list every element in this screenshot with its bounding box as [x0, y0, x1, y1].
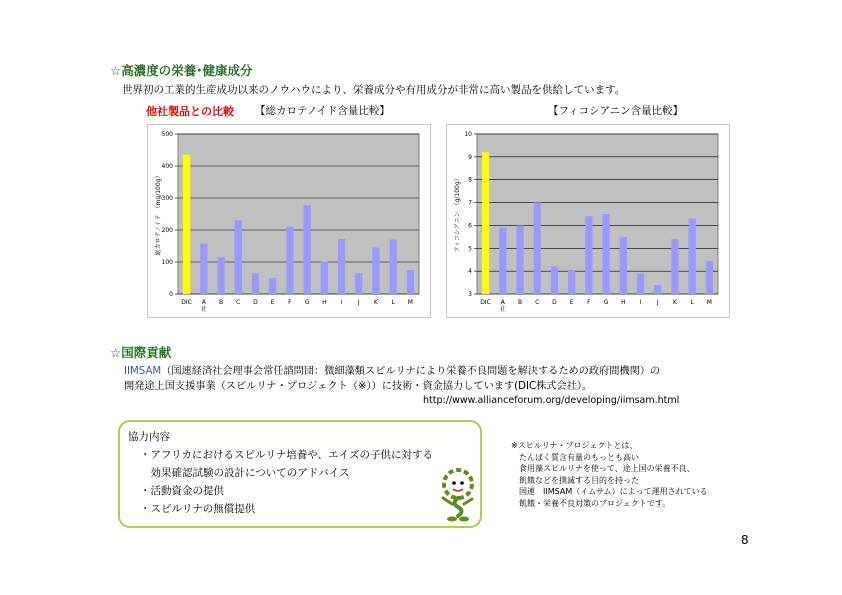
- x-tick-label: L: [391, 299, 395, 306]
- cooperation-item-2: 効果確認試験の設計についてのアドバイス: [140, 467, 350, 479]
- bar-2: [217, 257, 224, 294]
- bar-10: [654, 285, 661, 294]
- y-tick-label: 4: [468, 268, 472, 276]
- section-heading-international: [110, 343, 171, 361]
- bar-12: [390, 240, 397, 294]
- y-tick-label: 400: [161, 163, 173, 170]
- plot-area: [477, 134, 718, 294]
- bar-8: [620, 237, 627, 294]
- cooperation-box: [118, 420, 482, 528]
- iimsam-line-1: [124, 362, 660, 377]
- bar-7: [602, 214, 609, 294]
- x-tick-label: M: [706, 299, 712, 306]
- bar-6: [585, 216, 592, 294]
- iimsam-name: IIMSAM: [124, 366, 162, 377]
- bar-7: [303, 205, 310, 294]
- phycocyanin-chart: [446, 124, 730, 318]
- note-line: 飢餓などを撲滅する目的を持った: [511, 475, 639, 485]
- bar-1: [200, 243, 207, 294]
- x-tick-label: H: [322, 299, 327, 306]
- y-tick-label: 9: [468, 153, 472, 161]
- note-line: 食用藻スピルリナを使って、途上国の栄養不良、: [511, 464, 695, 473]
- bar-13: [407, 270, 414, 294]
- bar-2: [516, 225, 523, 294]
- bar-4: [551, 267, 558, 294]
- project-note: [511, 440, 708, 509]
- bar-11: [372, 248, 379, 294]
- y-tick-label: 8: [468, 176, 472, 184]
- bar-13: [706, 261, 713, 294]
- iimsam-line-1-rest: （国連経済社会理事会常任諮問団：微細藻類スピルリナにより栄養不良問題を解決するための政府間機関）の: [161, 366, 661, 377]
- note-line: たんぱく質含有量のもっとも高い: [511, 452, 639, 462]
- x-tick-label: J: [656, 299, 659, 306]
- phycocyanin-chart-svg: [447, 125, 729, 317]
- x-tick-label: I: [340, 299, 343, 306]
- section-heading-nutrition: [110, 61, 252, 79]
- iimsam-url[interactable]: http://www.allianceforum.org/developing/iimsam.html: [423, 395, 680, 406]
- x-tick-label: H: [621, 299, 626, 306]
- y-tick-label: 500: [161, 131, 173, 138]
- x-tick-label: DIC: [480, 299, 491, 306]
- bar-8: [321, 261, 328, 294]
- chart2-heading: 【フィコシアニン含量比較】: [548, 105, 684, 117]
- bar-4: [252, 273, 259, 294]
- y-tick-label: 10: [464, 131, 472, 138]
- chart1-heading: 【総カロテノイド含量比較】: [255, 105, 390, 117]
- x-tick-label: J: [357, 299, 360, 306]
- x-tick-label: E: [270, 299, 275, 306]
- iimsam-line-2: 開発途上国支援事業（スピルリナ・プロジェクト（※））に技術・資金協力しています(DIC株式会社）。: [124, 381, 593, 392]
- x-tick-label: L: [690, 299, 694, 306]
- x-tick-label: D: [253, 299, 258, 306]
- x-tick-label: DIC: [181, 299, 192, 306]
- bar-9: [637, 273, 644, 294]
- note-line: ※スピルリナ・プロジェクトとは、: [511, 441, 638, 450]
- cooperation-item-3: ・活動資金の提供: [140, 485, 224, 497]
- x-tick-label: I: [639, 299, 642, 306]
- y-tick-label: 200: [161, 227, 173, 234]
- y-axis-label: フィコシアニン （g/100g）: [454, 175, 461, 253]
- x-tick-label: M: [407, 299, 413, 306]
- y-tick-label: 3: [468, 291, 472, 298]
- bar-3: [534, 203, 541, 294]
- plot-area: [178, 134, 419, 294]
- x-tick-label: F: [587, 299, 591, 306]
- carotenoid-chart-svg: [148, 125, 430, 317]
- bar-1: [499, 228, 506, 294]
- x-tick-label: E: [569, 299, 574, 306]
- y-tick-label: 100: [161, 259, 173, 266]
- bar-0: [482, 152, 489, 294]
- x-tick-label: A 社: [200, 299, 207, 313]
- x-tick-label: B: [218, 299, 224, 306]
- x-tick-label: A 社: [499, 299, 506, 313]
- y-axis-label: 総カロテノイド （mg/100g）: [155, 172, 162, 256]
- y-tick-label: 5: [468, 245, 472, 253]
- x-tick-label: C: [535, 299, 540, 306]
- bar-11: [671, 239, 678, 294]
- comparison-label: 他社製品との比較: [146, 105, 234, 118]
- section-title-nutrition: 高濃度の栄養･健康成分: [121, 63, 253, 78]
- cooperation-item-1: ・アフリカにおけるスピルリナ培養や、エイズの子供に対する: [140, 449, 433, 461]
- x-tick-label: K: [672, 299, 677, 306]
- y-tick-label: 0: [169, 291, 173, 298]
- bar-12: [689, 219, 696, 294]
- y-tick-label: 7: [468, 199, 472, 207]
- note-line: 国連 IIMSAM（イムサム）によって運用されている: [511, 487, 708, 496]
- x-tick-label: C: [236, 299, 241, 306]
- carotenoid-chart: [147, 124, 431, 318]
- note-line: 飢餓・栄養不良対策のプロジェクトです。: [511, 498, 671, 508]
- x-tick-label: G: [603, 299, 609, 306]
- y-tick-label: 300: [161, 195, 173, 202]
- x-tick-label: D: [552, 299, 557, 306]
- nutrition-description: 世界初の工業的生産成功以来のノウハウにより、栄養成分や有用成分が非常に高い製品を供給しています。: [122, 84, 626, 96]
- bar-3: [235, 220, 242, 294]
- page-number: 8: [741, 533, 749, 547]
- bar-9: [338, 239, 345, 294]
- cooperation-title: 協力内容: [128, 431, 170, 443]
- bar-6: [286, 227, 293, 294]
- star-icon: ☆: [110, 63, 122, 78]
- star-icon: ☆: [110, 345, 122, 360]
- section-title-international: 国際貢献: [121, 345, 172, 360]
- bar-5: [568, 270, 575, 294]
- x-tick-label: K: [373, 299, 378, 306]
- bar-0: [183, 155, 190, 294]
- bar-5: [269, 278, 276, 294]
- bar-10: [355, 273, 362, 294]
- cooperation-item-4: ・スピルリナの無償提供: [140, 503, 256, 515]
- x-tick-label: G: [304, 299, 310, 306]
- x-tick-label: F: [288, 299, 292, 306]
- spirulina-mascot-icon: [438, 466, 478, 522]
- y-tick-label: 6: [468, 222, 472, 230]
- x-tick-label: B: [517, 299, 523, 306]
